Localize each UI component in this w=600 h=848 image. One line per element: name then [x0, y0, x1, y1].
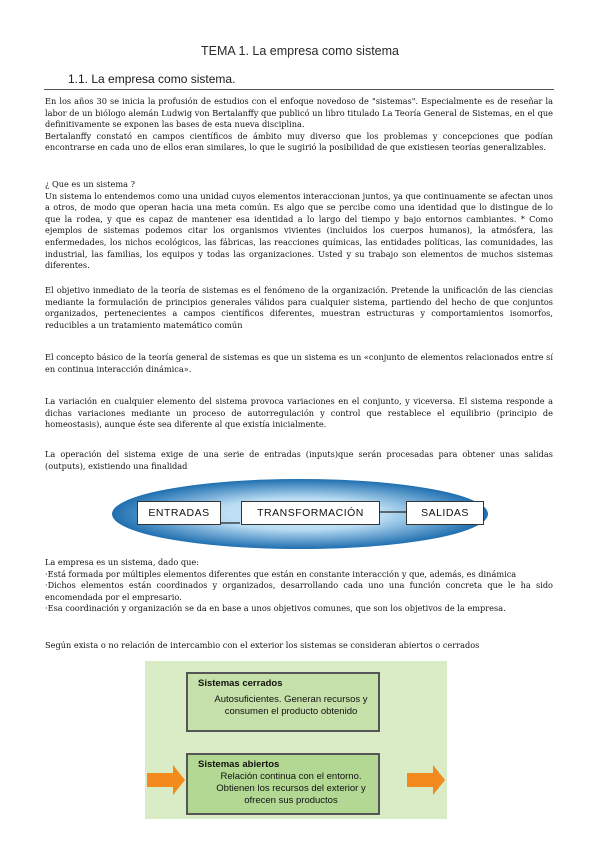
open-systems-text — [206, 771, 376, 807]
heading-divider — [44, 89, 554, 90]
closed-systems-box — [186, 672, 380, 732]
systems-diagram — [145, 661, 447, 819]
paragraph-operation: La operación del sistema exige de una serie de entradas (inputs)que serán procesadas para obtener unas salidas (outputs), existiendo una finalidad — [45, 449, 553, 471]
paragraph-open-closed: Según exista o no relación de intercambio con el exterior los sistemas se consideran abiertos o cerrados — [45, 640, 480, 650]
open-systems-title: Sistemas abiertos — [198, 759, 280, 770]
paragraph-definition: Un sistema lo entendemos como una unidad cuyos elementos interaccionan juntos, ya que continuamente se afectan unos a otros, de modo que operan hacia una meta común. Es algo que se percibe como una identidad que lo distingue de lo que la rodea, y que es capaz de mantener esa identidad a lo largo del tiempo y bajo entornos cambiantes. * Como ejemplos de sistemas podemos citar los organismos vivientes (incluidos los cuerpos humanos), la atmósfera, las enfermedades, los nichos ecológicos, las fábricas, las reacciones químicas, las entidades políticas, las comunidades, las industrial, las familias, los equipos y todas las organizaciones. Usted y su trabajo son elementos de muchos sistemas diferentes. — [45, 190, 553, 271]
input-box: ENTRADAS — [137, 501, 221, 525]
output-box: SALIDAS — [406, 501, 484, 525]
bullet-item: ·Está formada por múltiples elementos diferentes que están en constante interacción y que, además, es dinámica — [45, 568, 517, 579]
open-systems-line: Obtienen los recursos del exterior y ofrecen sus productos — [216, 783, 366, 806]
section-heading: 1.1. La empresa como sistema. — [68, 72, 236, 86]
question-heading: ¿ Que es un sistema ? — [45, 179, 136, 189]
transformation-box: TRANSFORMACIÓN — [241, 501, 380, 525]
paragraph-basic-concept: El concepto básico de la teoría general de sistemas es que un sistema es un «conjunto de elementos relacionados entre sí en continua interacción dinámica». — [45, 352, 553, 374]
page-title: TEMA 1. La empresa como sistema — [201, 44, 399, 58]
intro-block — [45, 96, 553, 154]
closed-systems-text: Autosuficientes. Generan recursos y consumen el producto obtenido — [214, 694, 368, 717]
paragraph-objective: El objetivo inmediato de la teoría de sistemas es el fenómeno de la organización. Pretende la unificación de las ciencias mediante la formulación de principios generales válidos para cualquier sistema, partiendo del hecho de que conjuntos organizados, pertenecientes a campos científicos diferentes, muestran estructuras y comportamientos isomorfos, reducibles a un tratamiento matemático común — [45, 285, 553, 330]
paragraph-bertalanffy: Bertalanffy constató en campos científicos de ámbito muy diverso que los problemas y concepciones que podían encontrarse en cada uno de ellos eran similares, lo que le sugirió la posibilidad de que existiesen teorías generalizables. — [45, 130, 553, 153]
bullet-item: ·Dichos elementos están coordinados y organizados, desarrollando cada uno una función concreta que le ha sido encomendada por el empresario. — [45, 580, 553, 602]
company-intro: La empresa es un sistema, dado que: — [45, 557, 200, 567]
bullet-item: ·Esa coordinación y organización se da en base a unos objetivos comunes, que son los objetivos de la empresa. — [45, 603, 506, 614]
closed-systems-title: Sistemas cerrados — [198, 678, 283, 689]
definition-block — [45, 179, 553, 272]
company-system-block — [45, 557, 553, 615]
open-systems-box — [186, 753, 380, 815]
paragraph-variation: La variación en cualquier elemento del sistema provoca variaciones en el conjunto, y viceversa. El sistema responde a dichas variaciones mediante un proceso de autorregulación y control que restablece el equilibrio (principio de homeostasis), aunque éste sea diferente al que existía inicialmente. — [45, 396, 553, 430]
process-diagram — [110, 477, 490, 551]
open-systems-line: Relación continua con el entorno. — [220, 771, 362, 782]
paragraph-history: En los años 30 se inicia la profusión de estudios con el enfoque novedoso de "sistemas". Especialmente es de reseñar la labor de un biólogo alemán Ludwig von Bertalanffy que publicó un libro titulado La Teoría General de Sistemas, en el que definitivamente se exponen las bases de esta nueva disciplina. — [45, 96, 553, 130]
